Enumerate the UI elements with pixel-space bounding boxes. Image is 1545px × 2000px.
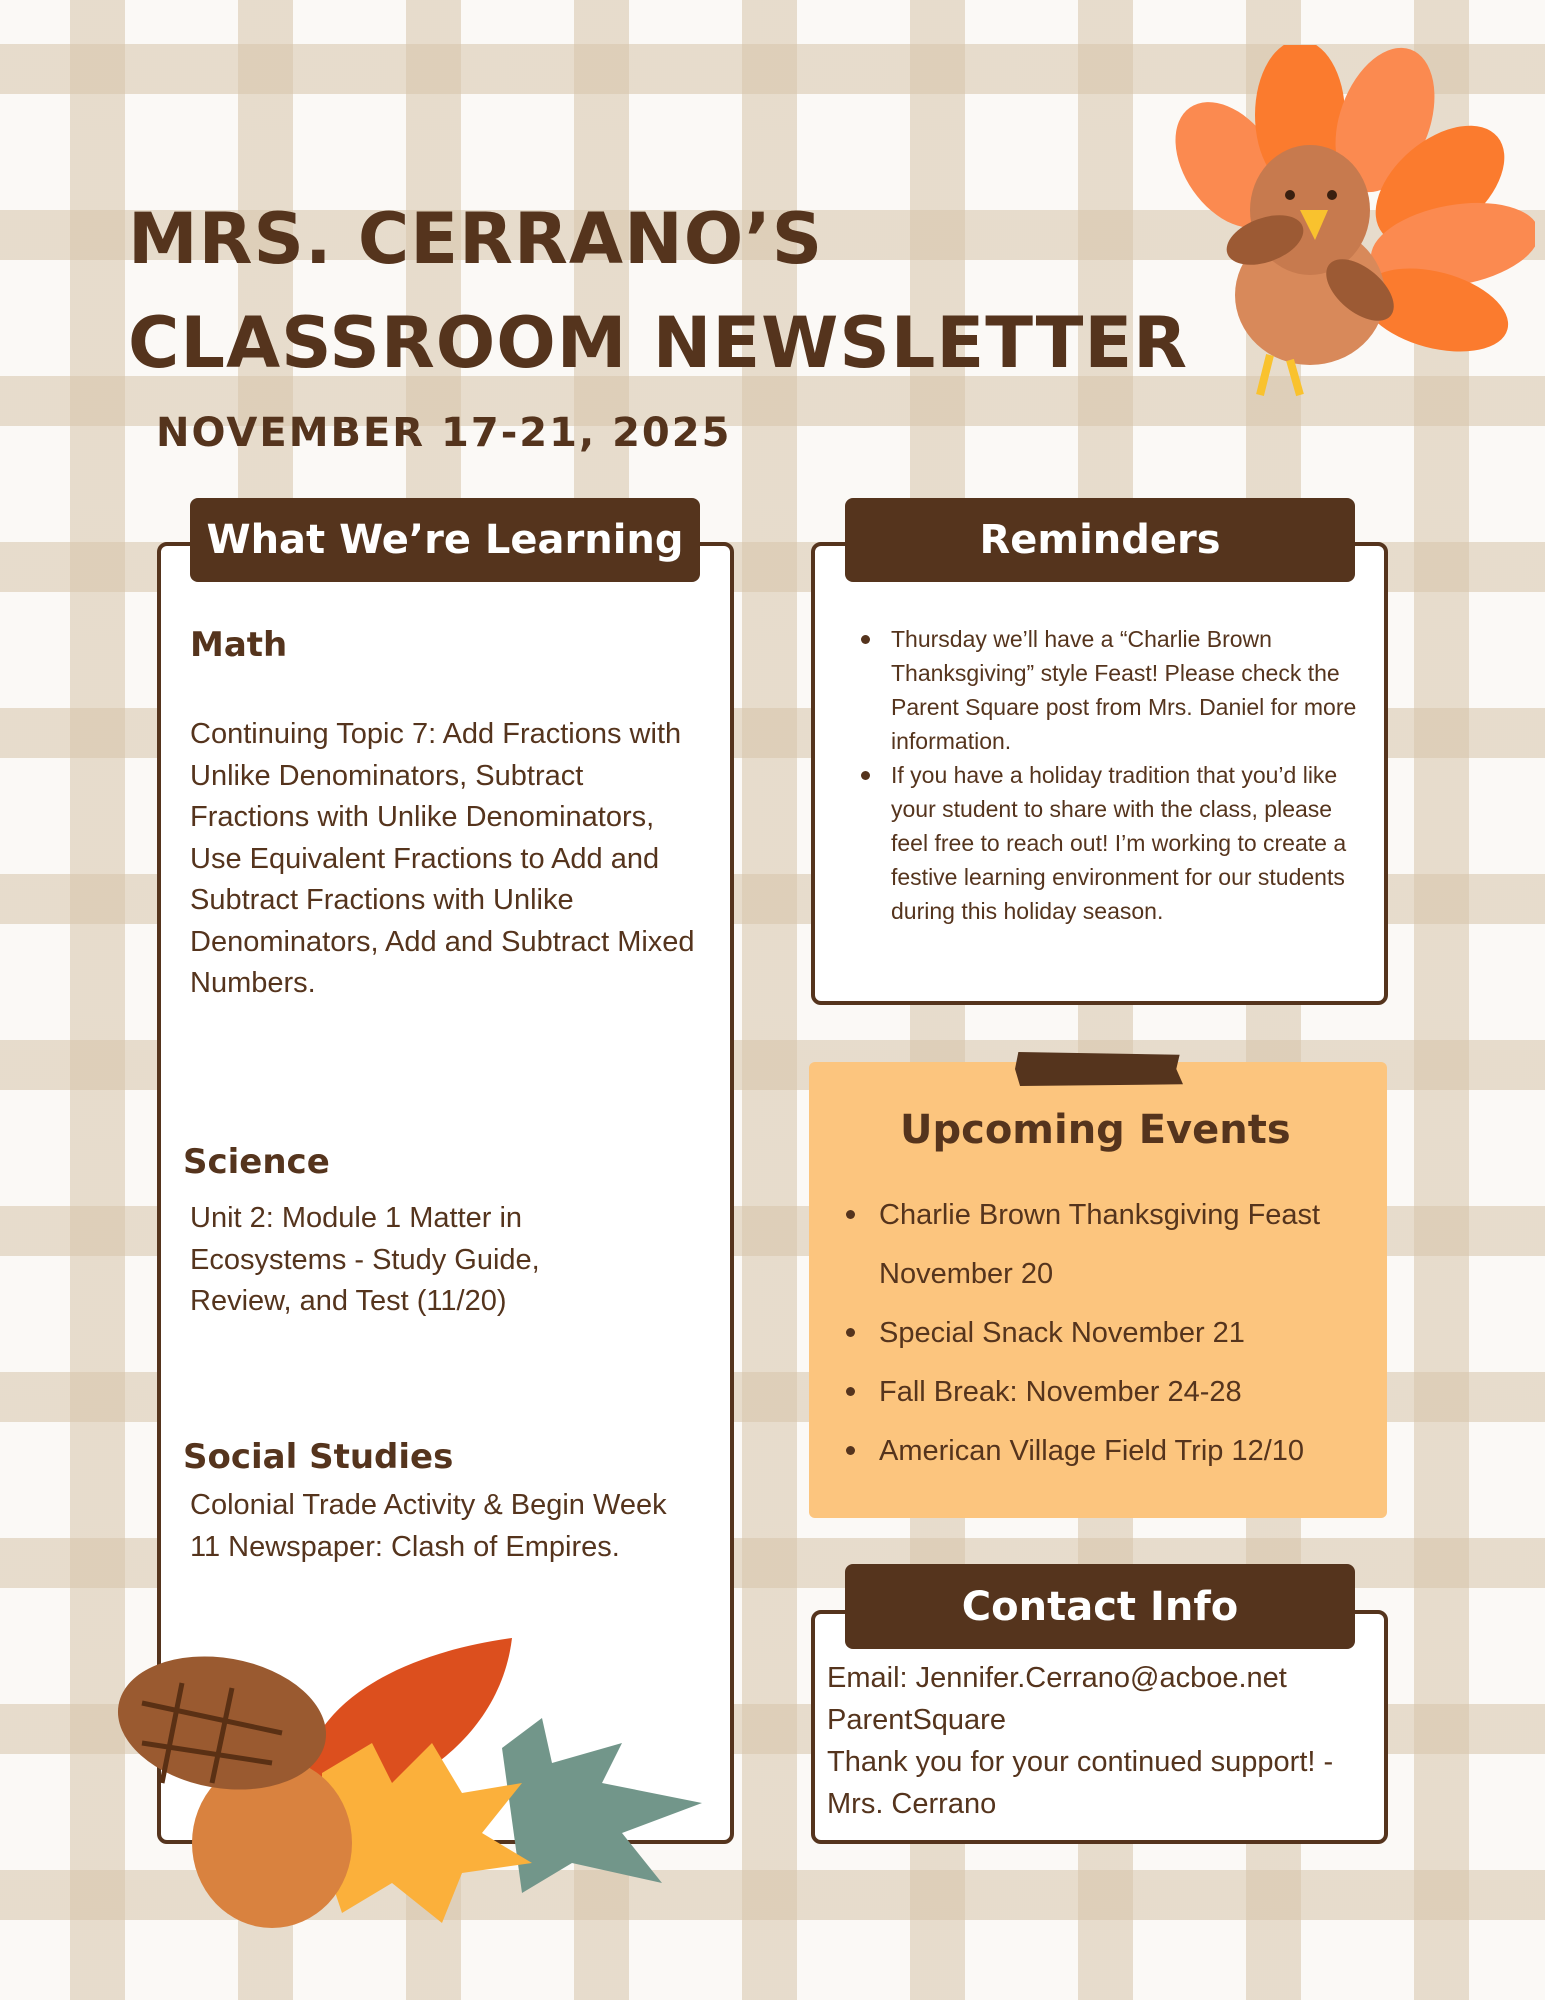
math-heading: Math	[190, 625, 288, 665]
contact-heading: Contact Info	[845, 1564, 1355, 1649]
reminder-item: If you have a holiday tradition that you’d like your student to share with the class, please feel free to reach out! I’m working to create a festive learning environment for our students during this holiday season.	[891, 758, 1371, 928]
event-item: American Village Field Trip 12/10	[879, 1422, 1369, 1481]
learning-heading: What We’re Learning	[190, 498, 700, 582]
contact-thanks: Thank you for your continued support! - Mrs. Cerrano	[827, 1746, 1334, 1820]
reminders-list	[891, 622, 1371, 928]
contact-platform: ParentSquare	[827, 1704, 1006, 1736]
reminder-item: Thursday we’ll have a “Charlie Brown Thanksgiving” style Feast! Please check the Parent Square post from Mrs. Daniel for more information.	[891, 622, 1371, 758]
contact-email[interactable]: Email: Jennifer.Cerrano@acboe.net	[827, 1662, 1287, 1694]
turkey-icon	[1150, 45, 1535, 420]
social-studies-heading: Social Studies	[183, 1437, 454, 1477]
contact-text	[827, 1657, 1377, 1825]
events-list	[879, 1186, 1369, 1481]
reminders-heading: Reminders	[845, 498, 1355, 582]
event-item: Special Snack November 21	[879, 1304, 1369, 1363]
math-text: Continuing Topic 7: Add Fractions with Unlike Denominators, Subtract Fractions with Unlike Denominators, Use Equivalent Fractions to Add and Subtract Fractions with Unlike Denominators, Add and Subtract Mixed Numbers.	[190, 718, 695, 999]
autumn-leaves-acorn-icon	[102, 1633, 742, 1928]
science-heading: Science	[183, 1142, 330, 1182]
event-item: Charlie Brown Thanksgiving Feast November 20	[879, 1186, 1369, 1304]
social-studies-text: Colonial Trade Activity & Begin Week 11 Newspaper: Clash of Empires.	[190, 1489, 667, 1563]
event-item: Fall Break: November 24-28	[879, 1363, 1369, 1422]
newsletter-title-line2: CLASSROOM NEWSLETTER	[128, 302, 1189, 384]
tape-decoration	[1015, 1052, 1183, 1086]
science-text: Unit 2: Module 1 Matter in Ecosystems - Study Guide, Review, and Test (11/20)	[190, 1202, 540, 1317]
newsletter-title-line1: MRS. CERRANO’S	[128, 198, 824, 280]
events-heading: Upcoming Events	[900, 1107, 1291, 1153]
newsletter-date: NOVEMBER 17-21, 2025	[156, 410, 732, 456]
